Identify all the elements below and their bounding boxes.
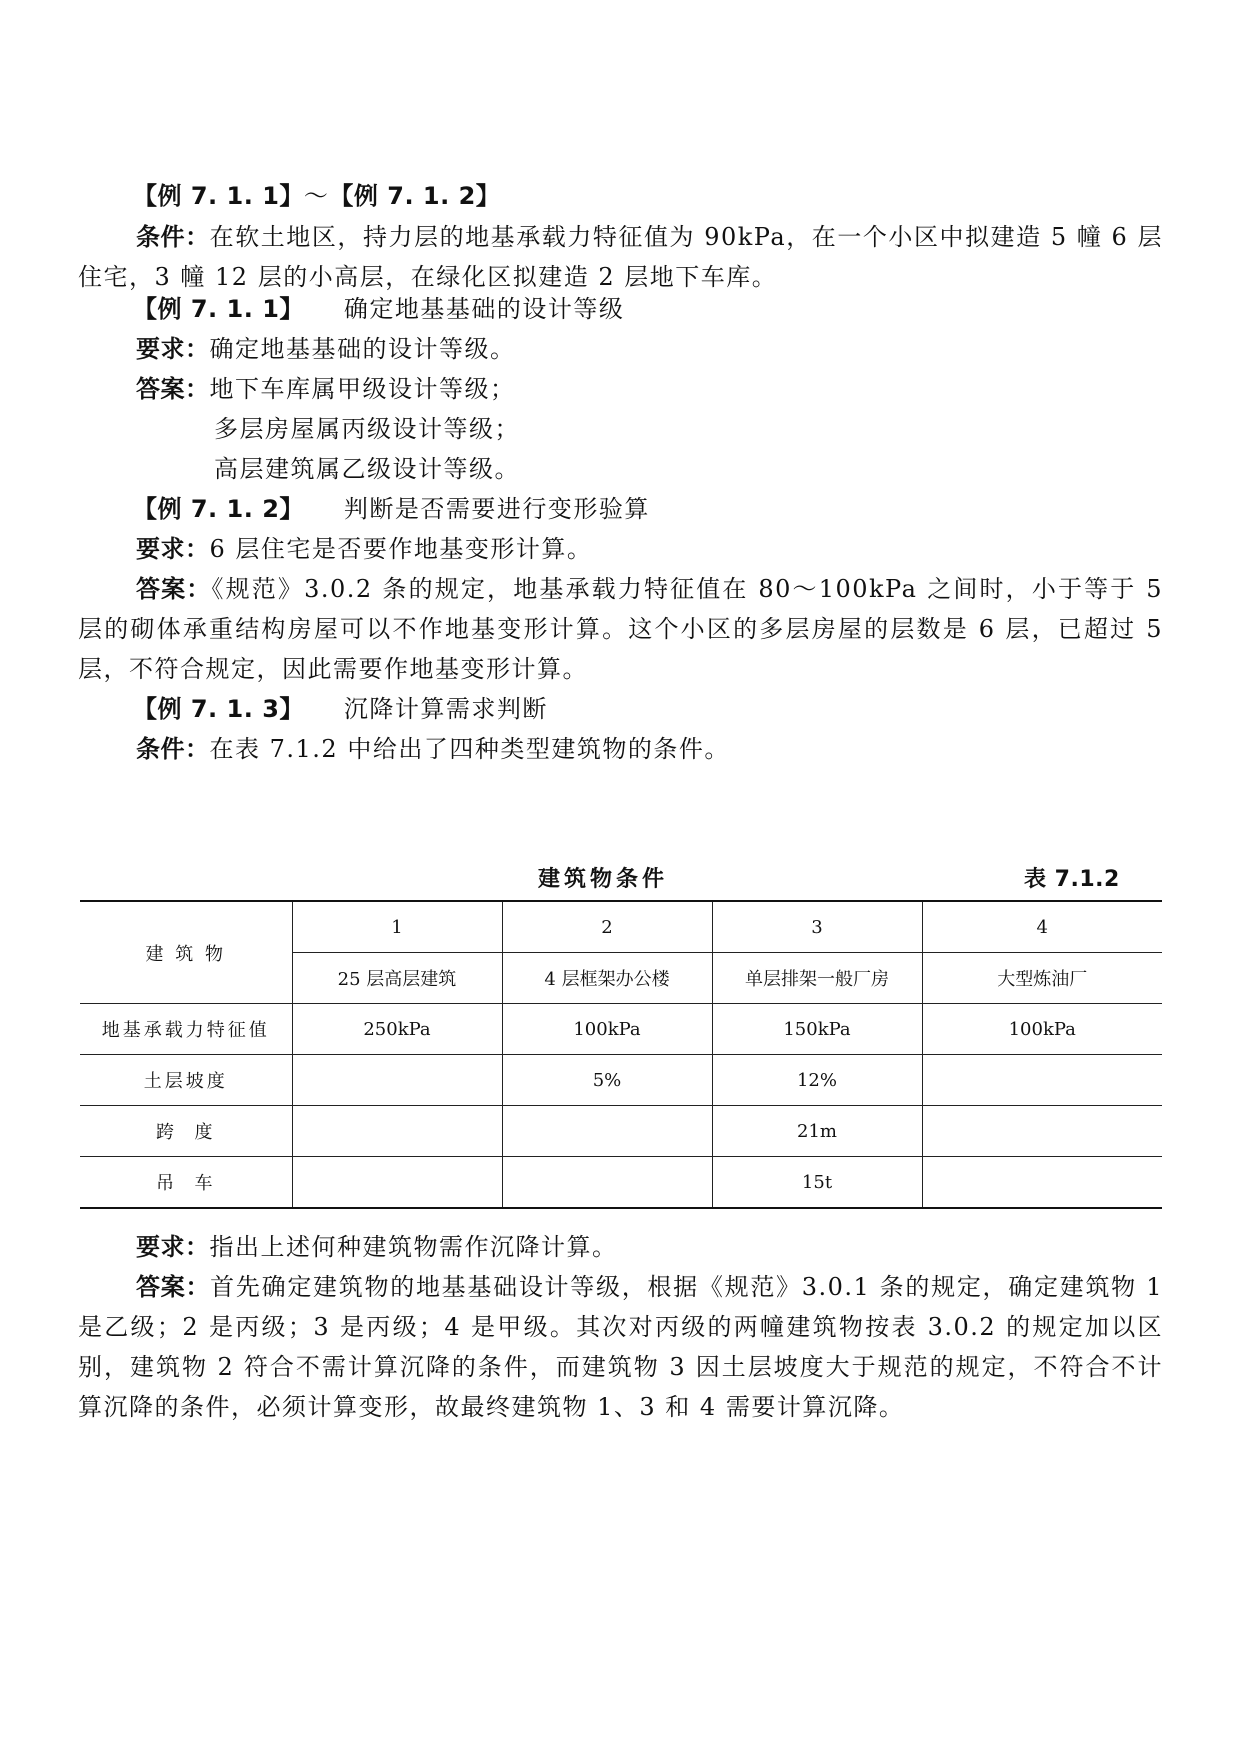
table-cell <box>292 1157 502 1209</box>
example-712-requirement <box>136 529 592 569</box>
table-caption: 建筑物条件 <box>538 867 669 892</box>
table-cell: 100kPa <box>922 1004 1162 1055</box>
table-cell: 21m <box>712 1106 922 1157</box>
table-cell <box>922 1055 1162 1106</box>
answer-text: 首先确定建筑物的地基基础设计等级，根据《规范》3.0.1 条的规定，确定建筑物 1 是乙级；2 是丙级；3 是丙级；4 是甲级。其次对丙级的两幢建筑物按表 3.0.2 的规定加以区别，建筑物 2 符合不需计算沉降的条件，而建筑物 3 因土层坡度大于规范的规定，不符合不计算沉降的条件，必须计算变形，故最终建筑物 1、3 和 4 需要计算沉降。 <box>78 1273 1164 1421</box>
row-header-bearing-capacity: 地基承载力特征值 <box>80 1004 292 1055</box>
example-711-title: 确定地基基础的设计等级 <box>343 295 625 323</box>
example-711-label: 【例 7. 1. 1】 <box>133 295 304 323</box>
building-name-cell: 25 层高层建筑 <box>292 953 502 1004</box>
requirement-text: 6 层住宅是否要作地基变形计算。 <box>209 535 593 563</box>
building-number-cell: 2 <box>502 901 712 953</box>
example-713-title: 沉降计算需求判断 <box>343 695 548 723</box>
answer-label: 答案： <box>136 1273 211 1301</box>
row-header-soil-slope: 土层坡度 <box>80 1055 292 1106</box>
row-header-crane: 吊 车 <box>80 1157 292 1209</box>
example-range-heading <box>133 176 500 216</box>
building-name-cell: 4 层框架办公楼 <box>502 953 712 1004</box>
answer-text: 《规范》3.0.2 条的规定，地基承载力特征值在 80～100kPa 之间时，小于等于 5 层的砌体承重结构房屋可以不作地基变形计算。这个小区的多层房屋的层数是 6 层，已超过 5 层，不符合规定，因此需要作地基变形计算。 <box>78 575 1164 683</box>
example-713-label: 【例 7. 1. 3】 <box>133 695 304 723</box>
answer-label: 答案： <box>136 375 210 403</box>
table-cell: 150kPa <box>712 1004 922 1055</box>
answer-line-1: 地下车库属甲级设计等级； <box>209 375 516 403</box>
shared-condition-paragraph <box>78 217 1163 297</box>
building-name-cell: 单层排架一般厂房 <box>712 953 922 1004</box>
table-cell <box>922 1106 1162 1157</box>
table-row <box>80 1055 1162 1106</box>
example-713-heading <box>133 689 548 729</box>
table-row <box>80 1106 1162 1157</box>
requirement-text: 指出上述何种建筑物需作沉降计算。 <box>209 1233 618 1261</box>
requirement-label: 要求： <box>136 535 210 563</box>
example-712-heading <box>133 489 650 529</box>
example-711-heading <box>133 289 624 329</box>
condition-label: 条件： <box>136 735 210 763</box>
requirement-text: 确定地基基础的设计等级。 <box>209 335 516 363</box>
building-conditions-table <box>80 900 1162 1209</box>
answer-line-2: 多层房屋属丙级设计等级； <box>214 415 520 443</box>
range-tilde: ～ <box>303 182 330 210</box>
building-number-cell: 1 <box>292 901 502 953</box>
table-cell <box>502 1106 712 1157</box>
table-cell: 100kPa <box>502 1004 712 1055</box>
table-cell <box>292 1106 502 1157</box>
table-cell <box>922 1157 1162 1209</box>
table-row <box>80 901 1162 953</box>
table-cell <box>502 1157 712 1209</box>
building-name-cell: 大型炼油厂 <box>922 953 1162 1004</box>
example-712-title: 判断是否需要进行变形验算 <box>343 495 650 523</box>
example-713-condition <box>136 729 730 769</box>
condition-text: 在表 7.1.2 中给出了四种类型建筑物的条件。 <box>209 735 730 763</box>
table-cell: 12% <box>712 1055 922 1106</box>
example-713-requirement <box>136 1227 618 1267</box>
example-711-answer <box>136 369 516 409</box>
requirement-label: 要求： <box>136 335 210 363</box>
table-row <box>80 1157 1162 1209</box>
example-range-start: 【例 7. 1. 1】 <box>133 182 304 210</box>
table-cell: 250kPa <box>292 1004 502 1055</box>
example-711-requirement <box>136 329 516 369</box>
example-713-answer <box>78 1267 1163 1427</box>
example-712-answer <box>78 569 1163 689</box>
building-number-cell: 3 <box>712 901 922 953</box>
answer-label: 答案： <box>136 575 212 603</box>
table-cell <box>292 1055 502 1106</box>
condition-text: 在软土地区，持力层的地基承载力特征值为 90kPa，在一个小区中拟建造 5 幢 6 层住宅，3 幢 12 层的小高层，在绿化区拟建造 2 层地下车库。 <box>78 223 1164 291</box>
requirement-label: 要求： <box>136 1233 210 1261</box>
condition-label: 条件： <box>136 223 210 251</box>
table-row <box>80 1004 1162 1055</box>
table-number: 表 7.1.2 <box>1024 867 1120 892</box>
table-cell: 15t <box>712 1157 922 1209</box>
row-header-building: 建 筑 物 <box>80 901 292 1004</box>
answer-line-3: 高层建筑属乙级设计等级。 <box>214 455 520 483</box>
building-number-cell: 4 <box>922 901 1162 953</box>
example-712-label: 【例 7. 1. 2】 <box>133 495 304 523</box>
table-cell: 5% <box>502 1055 712 1106</box>
example-range-end: 【例 7. 1. 2】 <box>329 182 501 210</box>
row-header-span: 跨 度 <box>80 1106 292 1157</box>
